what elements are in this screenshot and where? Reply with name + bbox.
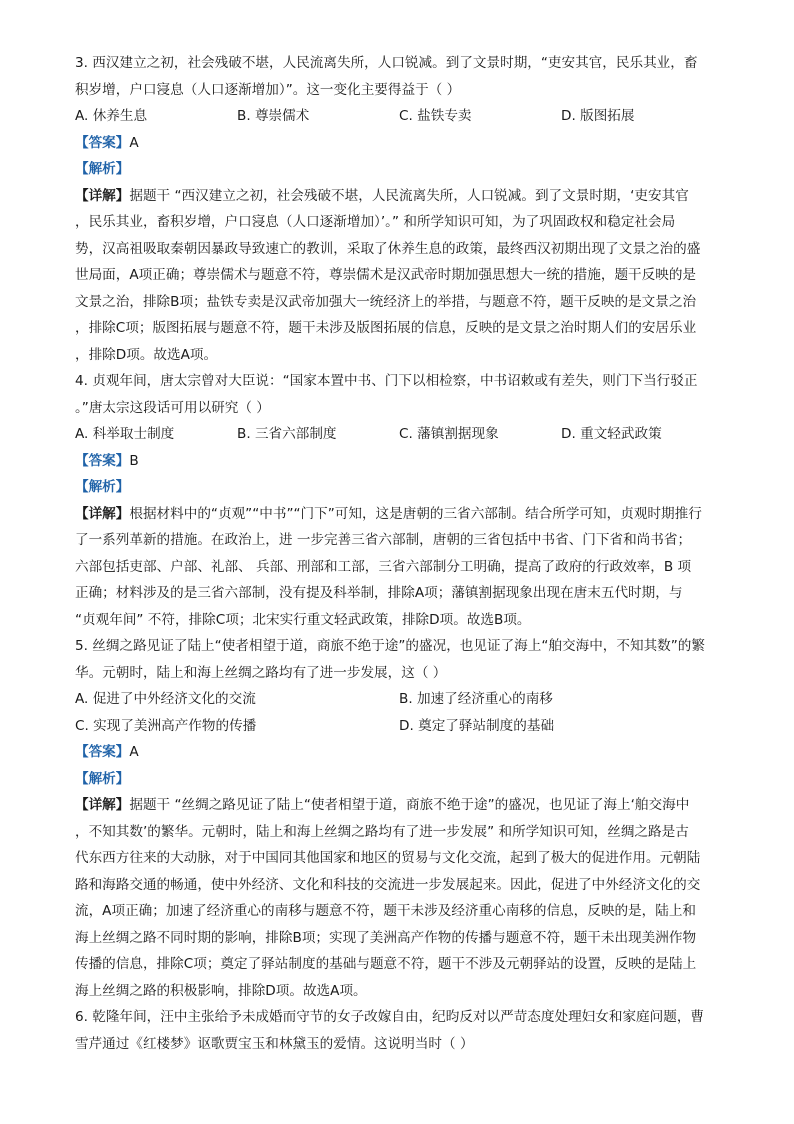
answer-label: 【答案】 <box>75 744 130 760</box>
options-row <box>75 421 723 448</box>
detail-line: ，排除D项。故选A项。 <box>75 346 218 363</box>
detail-line: 势，汉高祖吸取秦朝因暴政导致速亡的教训，采取了休养生息的政策，最终西汉初期出现了文景之治的盛 <box>75 240 701 257</box>
document-page <box>75 50 723 1057</box>
detail-text: 根据材料中的“贞观”“中书”“门下”可知，这是唐朝的三省六部制。结合所学可知，贞观时期推行 <box>129 505 702 522</box>
question-5 <box>75 633 723 1004</box>
question-stem-line: 雪芹通过《红楼梦》讴歌贾宝玉和林黛玉的爱情。这说明当时（ ） <box>75 1035 474 1052</box>
analysis-label: 【解析】 <box>75 479 130 495</box>
analysis-label: 【解析】 <box>75 770 130 787</box>
question-6 <box>75 1004 723 1057</box>
detail-line: 海上丝绸之路不同时期的影响，排除B项；实现了美洲高产作物的传播与题意不符，题干未出现美洲作物 <box>75 929 697 946</box>
detail-line <box>75 501 723 528</box>
detail-line: 传播的信息，排除C项；奠定了驿站制度的基础与题意不符，题干不涉及元朝驿站的设置，反映的是陆上 <box>75 956 697 972</box>
answer-value: A <box>129 744 139 760</box>
answer-line <box>75 130 723 157</box>
option-d: D. 奠定了驿站制度的基础 <box>399 717 555 734</box>
option-a: A. 促进了中外经济文化的交流 <box>75 691 256 707</box>
options-row <box>75 686 723 713</box>
detail-line: “贞观年间” 不符，排除C项；北宋实行重文轻武政策，排除D项。故选B项。 <box>75 611 531 628</box>
detail-line: ，民乐其业，畜积岁增，户口寖息（人口逐渐增加）’。” 和所学知识可知，为了巩固政权和稳定社会局 <box>75 214 676 230</box>
question-stem-line: 积岁增，户口寖息（人口逐渐增加）”。这一变化主要得益于（ ） <box>75 81 461 98</box>
detail-text: 据题干 “丝绸之路见证了陆上“使者相望于道，商旅不绝于途”的盛况，也见证了海上‘舶交海中 <box>129 797 690 813</box>
answer-label: 【答案】 <box>75 452 130 469</box>
question-stem-line: 5. 丝绸之路见证了陆上“使者相望于道，商旅不绝于途”的盛况，也见证了海上“舶交海中，不知其数”的繁 <box>75 638 705 654</box>
detail-label: 【详解】 <box>75 797 130 813</box>
detail-line: 世局面，A项正确；尊崇儒术与题意不符，尊崇儒术是汉武帝时期加强思想大一统的措施，题干反映的是 <box>75 267 697 283</box>
detail-line: 文景之治，排除B项；盐铁专卖是汉武帝加强大一统经济上的举措，与题意不符，题干反映的是文景之治 <box>75 293 697 310</box>
detail-line: 路和海路交通的畅通，使中外经济、文化和科技的交流进一步发展起来。因此，促进了中外经济文化的交 <box>75 876 701 893</box>
question-3 <box>75 50 723 368</box>
answer-label: 【答案】 <box>75 134 130 151</box>
option-c: C. 藩镇割据现象 <box>399 426 499 442</box>
question-stem-line: 。”唐太宗这段话可用以研究（ ） <box>75 399 270 416</box>
detail-line: 正确；材料涉及的是三省六部制，没有提及科举制，排除A项；藩镇割据现象出现在唐末五代时期，与 <box>75 585 683 601</box>
answer-line <box>75 739 723 766</box>
analysis-line <box>75 156 723 183</box>
question-stem-line: 3. 西汉建立之初，社会残破不堪，人民流离失所，人口锐减。到了文景时期，“吏安其官，民乐其业，畜 <box>75 55 698 71</box>
option-a: A. 休养生息 <box>75 108 148 124</box>
detail-line: ，不知其数’的繁华。元朝时，陆上和海上丝绸之路均有了进一步发展” 和所学知识可知，丝绸之路是古 <box>75 823 689 840</box>
detail-line <box>75 183 723 210</box>
detail-text: 据题干 “西汉建立之初，社会残破不堪，人民流离失所，人口锐减。到了文景时期，‘吏安其官 <box>129 187 689 204</box>
option-c: C. 实现了美洲高产作物的传播 <box>75 717 257 734</box>
detail-line: 代东西方往来的大动脉，对于中国同其他国家和地区的贸易与文化交流，起到了极大的促进作用。元朝陆 <box>75 850 701 866</box>
detail-line: 了一系列革新的措施。在政治上，进 一步完善三省六部制，唐朝的三省包括中书省、门下省和尚书省； <box>75 532 692 548</box>
answer-line <box>75 448 723 475</box>
option-d: D. 版图拓展 <box>561 108 635 124</box>
option-d: D. 重文轻武政策 <box>561 426 662 442</box>
detail-line <box>75 792 723 819</box>
option-b: B. 三省六部制度 <box>237 426 337 442</box>
detail-line: 六部包括吏部、户部、礼部、 兵部、刑部和工部，三省六部制分工明确，提高了政府的行政效率，B 项 <box>75 558 692 575</box>
options-row <box>75 103 723 130</box>
option-a: A. 科举取士制度 <box>75 426 175 442</box>
question-stem-line: 6. 乾隆年间，汪中主张给予未成婚而守节的女子改嫁自由，纪昀反对以严苛态度处理妇女和家庭问题，曹 <box>75 1009 705 1025</box>
analysis-label: 【解析】 <box>75 161 130 177</box>
question-stem-line: 4. 贞观年间，唐太宗曾对大臣说：“国家本置中书、门下以相检察，中书诏敕或有差失，则门下当行驳正 <box>75 373 698 389</box>
option-c: C. 盐铁专卖 <box>399 108 472 124</box>
detail-label: 【详解】 <box>75 187 130 204</box>
detail-line: 海上丝绸之路的积极影响，排除D项。故选A项。 <box>75 982 367 999</box>
question-4 <box>75 368 723 633</box>
answer-value: A <box>129 134 139 151</box>
option-b: B. 尊崇儒术 <box>237 108 310 124</box>
analysis-line <box>75 474 723 501</box>
detail-line: ，排除C项；版图拓展与题意不符，题干未涉及版图拓展的信息，反映的是文景之治时期人们的安居乐业 <box>75 320 697 336</box>
question-stem-line: 华。元朝时，陆上和海上丝绸之路均有了进一步发展，这（ ） <box>75 664 447 681</box>
option-b: B. 加速了经济重心的南移 <box>399 691 553 707</box>
detail-label: 【详解】 <box>75 505 130 522</box>
options-row <box>75 713 723 740</box>
detail-line: 流，A项正确；加速了经济重心的南移与题意不符，题干未涉及经济重心南移的信息，反映的是，陆上和 <box>75 903 697 919</box>
answer-value: B <box>129 452 139 469</box>
analysis-line <box>75 766 723 793</box>
